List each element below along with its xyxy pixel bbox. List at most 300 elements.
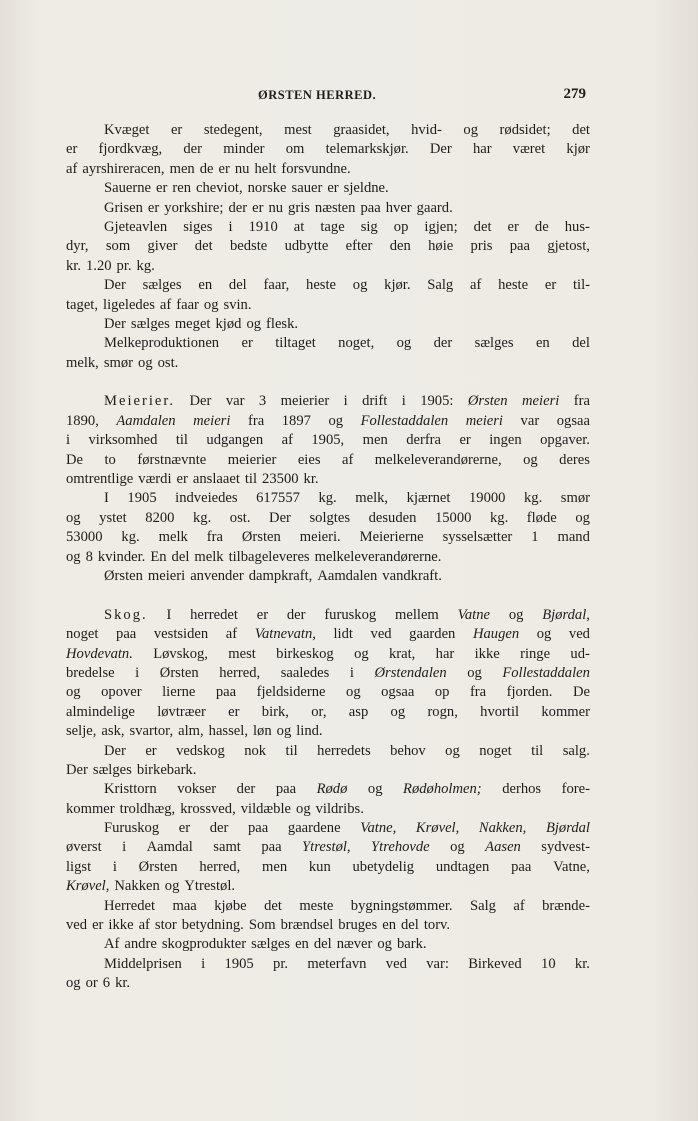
text-line xyxy=(66,160,590,179)
text-line xyxy=(66,315,590,334)
word: kjød xyxy=(215,315,242,332)
text-line xyxy=(66,974,590,993)
word: lind. xyxy=(296,723,323,740)
word: løvtræer xyxy=(157,703,206,720)
word: og xyxy=(377,936,392,953)
word: svartor, xyxy=(129,723,174,740)
word: paa xyxy=(261,839,282,856)
word: del xyxy=(313,936,332,953)
word: opgaver. xyxy=(540,432,590,449)
word: heste xyxy=(498,277,529,294)
word: Melkeproduktionen xyxy=(104,335,220,352)
word: anslaaet xyxy=(192,471,240,488)
word: efter xyxy=(345,238,373,255)
paragraph xyxy=(66,742,590,781)
word: det xyxy=(572,122,590,138)
word: Bjørdal, xyxy=(542,606,590,623)
text-line xyxy=(66,276,590,295)
word: er xyxy=(66,141,78,158)
text-line xyxy=(66,548,590,567)
word: af xyxy=(469,277,482,294)
word: troldhæg, xyxy=(119,800,176,817)
word: og xyxy=(367,781,383,798)
word: op xyxy=(393,218,409,235)
word: noget, xyxy=(338,335,375,352)
word: og xyxy=(203,296,219,313)
word: sælges xyxy=(142,277,182,294)
page-header xyxy=(66,86,588,108)
text-line xyxy=(66,664,590,683)
word: Der xyxy=(104,277,126,294)
word: Salg xyxy=(427,277,454,294)
paragraph xyxy=(66,121,590,179)
word: paa xyxy=(215,684,237,701)
word: er xyxy=(256,606,269,623)
text-line xyxy=(66,509,590,528)
word: er xyxy=(218,160,230,177)
word: rogn, xyxy=(427,703,458,720)
word: fore- xyxy=(561,781,590,798)
word: brændsel xyxy=(280,917,334,934)
word: 1905, xyxy=(311,432,345,449)
word: i xyxy=(122,839,127,856)
word: faar xyxy=(176,296,199,313)
word: birkebark. xyxy=(136,761,197,778)
section-gap xyxy=(66,586,590,605)
word: der xyxy=(433,335,453,352)
word: Haugen xyxy=(472,626,520,643)
text-line xyxy=(66,528,590,547)
word: saaledes xyxy=(280,664,330,681)
word: helt xyxy=(254,160,277,177)
word: andre xyxy=(124,936,157,953)
word: der xyxy=(209,820,229,837)
word: maa xyxy=(172,897,197,914)
word: det xyxy=(194,238,213,255)
word: rødsidet; xyxy=(499,122,551,138)
paragraph xyxy=(66,780,590,819)
word: giver xyxy=(147,238,178,255)
word: Meierierne xyxy=(359,529,424,546)
word: En xyxy=(150,548,167,565)
word: 1897 xyxy=(281,412,311,429)
text-line xyxy=(66,606,590,625)
word: meste xyxy=(299,897,334,914)
word: dyr, xyxy=(66,238,89,255)
word: gris xyxy=(288,199,310,216)
word: melkeleverandørerne, xyxy=(374,451,502,468)
word: og xyxy=(390,703,406,720)
paragraph xyxy=(66,897,590,936)
word: smør xyxy=(560,490,590,507)
word: Der xyxy=(66,761,88,778)
word: paa xyxy=(248,820,269,837)
word: og xyxy=(346,684,361,701)
word: sauer xyxy=(291,180,323,197)
word: Ørsten xyxy=(104,567,143,584)
word: smør xyxy=(103,354,134,371)
word: Aamdal xyxy=(146,839,193,856)
word: 23500 xyxy=(262,471,299,488)
word: de xyxy=(199,160,214,177)
word: De xyxy=(572,684,590,701)
word: krat, xyxy=(388,645,416,662)
word: noget xyxy=(479,742,512,759)
paragraph xyxy=(66,935,590,954)
word: Skog. xyxy=(104,606,148,623)
word: har xyxy=(472,141,492,158)
word: Meierier. xyxy=(104,393,176,410)
word: dampkraft, xyxy=(248,567,313,584)
word: asp xyxy=(348,703,369,720)
word: or, xyxy=(311,703,327,720)
word: er xyxy=(92,917,104,934)
word: kr. xyxy=(574,955,590,972)
word: ligst xyxy=(66,858,92,875)
word: I xyxy=(104,490,109,507)
word: meieri xyxy=(193,412,231,429)
text-line xyxy=(66,392,590,411)
word: Follestaddalen xyxy=(360,412,449,429)
word: almindelige xyxy=(66,703,135,720)
word: kg. xyxy=(136,257,155,274)
word: 1910 xyxy=(248,218,278,235)
word: 3 xyxy=(258,393,267,410)
word: Vatne, xyxy=(553,858,590,875)
word: i xyxy=(201,955,206,972)
word: herredets xyxy=(317,742,371,759)
word: ren xyxy=(172,180,191,197)
word: igjen; xyxy=(424,218,458,235)
word: sælges xyxy=(130,315,170,332)
text-line xyxy=(66,140,590,159)
paragraph xyxy=(66,606,590,742)
word: bygningstømmer. xyxy=(350,897,453,914)
word: kg. xyxy=(489,509,509,526)
paragraph xyxy=(66,567,590,586)
word: birk, xyxy=(261,703,289,720)
word: derfra xyxy=(406,432,442,449)
word: 1 xyxy=(531,529,539,546)
word: i xyxy=(343,393,348,410)
word: løn xyxy=(252,723,272,740)
word: kr. xyxy=(303,471,319,488)
text-line xyxy=(66,645,590,664)
word: af xyxy=(138,917,150,934)
text-line xyxy=(66,800,590,819)
word: Kvæget xyxy=(104,122,150,138)
word: stedegent, xyxy=(203,122,263,138)
paragraph xyxy=(66,218,590,276)
word: Aamdalen xyxy=(116,412,176,429)
word: og xyxy=(396,335,412,352)
word: 15000 xyxy=(434,509,472,526)
word: melk, xyxy=(66,354,99,371)
word: cheviot, xyxy=(196,180,243,197)
word: ingen xyxy=(489,432,522,449)
paragraph xyxy=(66,489,590,567)
word: paa xyxy=(116,626,137,643)
word: sælges xyxy=(92,761,132,778)
word: behov xyxy=(390,742,426,759)
text-line xyxy=(66,354,590,373)
running-title: ØRSTEN HERRED. xyxy=(258,88,377,102)
paragraph xyxy=(66,276,590,315)
text-line xyxy=(66,819,590,838)
word: fløde xyxy=(526,509,557,526)
word: 19000 xyxy=(468,490,506,507)
word: Rødø xyxy=(316,781,348,798)
word: selje, xyxy=(66,723,97,740)
word: de xyxy=(534,218,549,235)
word: og xyxy=(66,509,81,526)
text-line xyxy=(66,451,590,470)
word: del xyxy=(228,277,247,294)
word: Krøvel, xyxy=(66,878,110,895)
word: del xyxy=(572,335,590,352)
word: i xyxy=(228,218,233,235)
word: Der xyxy=(189,393,212,410)
word: heste xyxy=(306,277,337,294)
word: vildribs. xyxy=(315,800,364,817)
text-line xyxy=(66,916,590,935)
word: melk xyxy=(158,529,188,546)
word: opover xyxy=(101,684,142,701)
word: ost. xyxy=(229,509,251,526)
word: tage xyxy=(320,218,345,235)
word: udgangen xyxy=(206,432,264,449)
word: torv. xyxy=(423,917,451,934)
word: tilbageleveres xyxy=(228,548,310,565)
word: virksomhed xyxy=(88,432,158,449)
word: 1890, xyxy=(66,412,99,429)
word: brænde- xyxy=(542,897,590,914)
word: 8200 xyxy=(145,509,175,526)
word: Der xyxy=(104,315,126,332)
word: lidt xyxy=(333,626,353,643)
word: Rødøholmen; xyxy=(403,781,482,798)
text-line xyxy=(66,218,590,237)
word: vedskog xyxy=(176,742,225,759)
text-line xyxy=(66,489,590,508)
word: og xyxy=(467,664,482,681)
word: bruges xyxy=(338,917,378,934)
word: ost. xyxy=(157,354,179,371)
text-line xyxy=(66,858,590,877)
word: til xyxy=(175,432,188,449)
word: 1905 xyxy=(127,490,157,507)
word: og xyxy=(276,723,292,740)
word: Sauerne xyxy=(104,180,152,197)
word: mest xyxy=(228,645,256,662)
word: næsten xyxy=(314,199,356,216)
word: solgtes xyxy=(309,509,351,526)
word: alm, xyxy=(178,723,204,740)
word: sælges xyxy=(251,936,291,953)
word: i xyxy=(135,664,140,681)
word: fjordkvæg, xyxy=(98,141,163,158)
word: og xyxy=(523,451,538,468)
word: herred, xyxy=(219,664,261,681)
word: der xyxy=(183,141,203,158)
word: mellem xyxy=(395,606,439,623)
word: været xyxy=(512,141,546,158)
word: graasidet, xyxy=(333,122,390,138)
word: øverst xyxy=(66,839,102,856)
word: udbytte xyxy=(284,238,329,255)
word: vildæble xyxy=(240,800,292,817)
paragraph xyxy=(66,392,590,489)
word: minder xyxy=(223,141,265,158)
word: der xyxy=(228,199,248,216)
word: eies xyxy=(297,451,321,468)
word: Ørsten xyxy=(467,393,508,410)
word: om xyxy=(285,141,305,158)
word: og xyxy=(66,975,81,992)
word: nok xyxy=(244,742,267,759)
word: meterfavn xyxy=(307,955,367,972)
word: hassel, xyxy=(208,723,248,740)
word: kun xyxy=(308,858,331,875)
word: af xyxy=(66,160,78,177)
word: 10 xyxy=(541,955,556,972)
word: og xyxy=(450,839,465,856)
word: er xyxy=(176,471,188,488)
word: det xyxy=(473,218,492,235)
word: gjetost, xyxy=(547,238,590,255)
word: og xyxy=(164,878,180,895)
word: kr. xyxy=(115,975,131,992)
word: var: xyxy=(426,955,449,972)
word: yorkshire; xyxy=(164,199,224,216)
word: ogsaa xyxy=(381,684,415,701)
word: kjør xyxy=(566,141,590,158)
word: og xyxy=(296,800,311,817)
text-line xyxy=(66,742,590,761)
word: er xyxy=(327,180,339,197)
word: ayrshireracen, xyxy=(82,160,165,177)
word: sig xyxy=(360,218,378,235)
word: telemarkskjør. xyxy=(325,141,409,158)
text-line xyxy=(66,877,590,896)
word: kjør. xyxy=(384,277,411,294)
word: at xyxy=(293,218,305,235)
word: 1905 xyxy=(224,955,254,972)
word: Herredet xyxy=(104,897,156,914)
word: værdi xyxy=(138,471,172,488)
text-line xyxy=(66,955,590,974)
word: derhos xyxy=(502,781,542,798)
word: der xyxy=(286,606,306,623)
word: Ørsten xyxy=(241,529,281,546)
word: Som xyxy=(248,917,276,934)
word: en xyxy=(382,917,396,934)
word: hus- xyxy=(564,218,590,235)
word: fjeldsiderne xyxy=(256,684,326,701)
word: ringe xyxy=(520,645,551,662)
word: fra xyxy=(573,393,590,410)
text-line xyxy=(66,703,590,722)
word: en xyxy=(295,936,309,953)
text-line xyxy=(66,683,590,702)
text-line xyxy=(66,199,590,218)
word: 1905: xyxy=(420,393,454,410)
text-line xyxy=(66,567,590,586)
word: er xyxy=(147,199,160,216)
word: en xyxy=(535,335,550,352)
word: norske xyxy=(247,180,287,197)
word: melkeleverandørerne. xyxy=(314,548,442,565)
word: undtagen xyxy=(435,858,490,875)
word: af xyxy=(341,451,354,468)
word: noget xyxy=(66,626,99,643)
word: hvortil xyxy=(480,703,520,720)
word: I xyxy=(166,606,172,623)
word: melk, xyxy=(355,490,389,507)
word: pris xyxy=(470,238,493,255)
word: kjøbe xyxy=(214,897,247,914)
word: Vatnevatn, xyxy=(254,626,316,643)
word: af xyxy=(513,897,525,914)
paragraph xyxy=(66,179,590,198)
word: er xyxy=(145,742,157,759)
word: meieri xyxy=(465,412,503,429)
text-line xyxy=(66,431,590,450)
text-line xyxy=(66,237,590,256)
word: hvid- xyxy=(411,122,442,138)
word: det xyxy=(264,897,282,914)
word: fra xyxy=(247,412,265,429)
word: kg. xyxy=(318,490,337,507)
word: er xyxy=(156,180,168,197)
word: 53000 xyxy=(66,529,103,546)
paragraph xyxy=(66,199,590,218)
word: Løvskog, xyxy=(153,645,208,662)
text-line xyxy=(66,625,590,644)
word: herred, xyxy=(199,858,241,875)
paragraph xyxy=(66,315,590,334)
word: drift xyxy=(362,393,388,410)
word: kr. xyxy=(66,257,81,274)
word: sælges xyxy=(474,335,514,352)
word: og xyxy=(445,742,460,759)
word: er xyxy=(459,432,471,449)
word: betydning. xyxy=(181,917,244,934)
word: høie xyxy=(428,238,454,255)
word: ved xyxy=(568,626,590,643)
word: birkeskog xyxy=(276,645,334,662)
word: ask, xyxy=(101,723,125,740)
word: meierier xyxy=(280,393,330,410)
word: tiltaget xyxy=(275,335,316,352)
word: kg. xyxy=(121,529,140,546)
word: sjeldne. xyxy=(343,180,389,197)
word: Ørsten xyxy=(138,858,178,875)
word: samt xyxy=(213,839,241,856)
word: paa xyxy=(511,858,532,875)
word: sydvest- xyxy=(541,839,590,856)
word: mest xyxy=(284,122,312,138)
word: og xyxy=(138,354,153,371)
word: er xyxy=(241,335,253,352)
word: Af xyxy=(104,936,120,953)
word: op xyxy=(434,684,450,701)
word: Kristtorn xyxy=(104,781,157,798)
word: var xyxy=(520,412,540,429)
word: Follestaddalen xyxy=(502,664,590,681)
word: meierier xyxy=(227,451,277,468)
word: Hovdevatn. xyxy=(66,645,133,662)
